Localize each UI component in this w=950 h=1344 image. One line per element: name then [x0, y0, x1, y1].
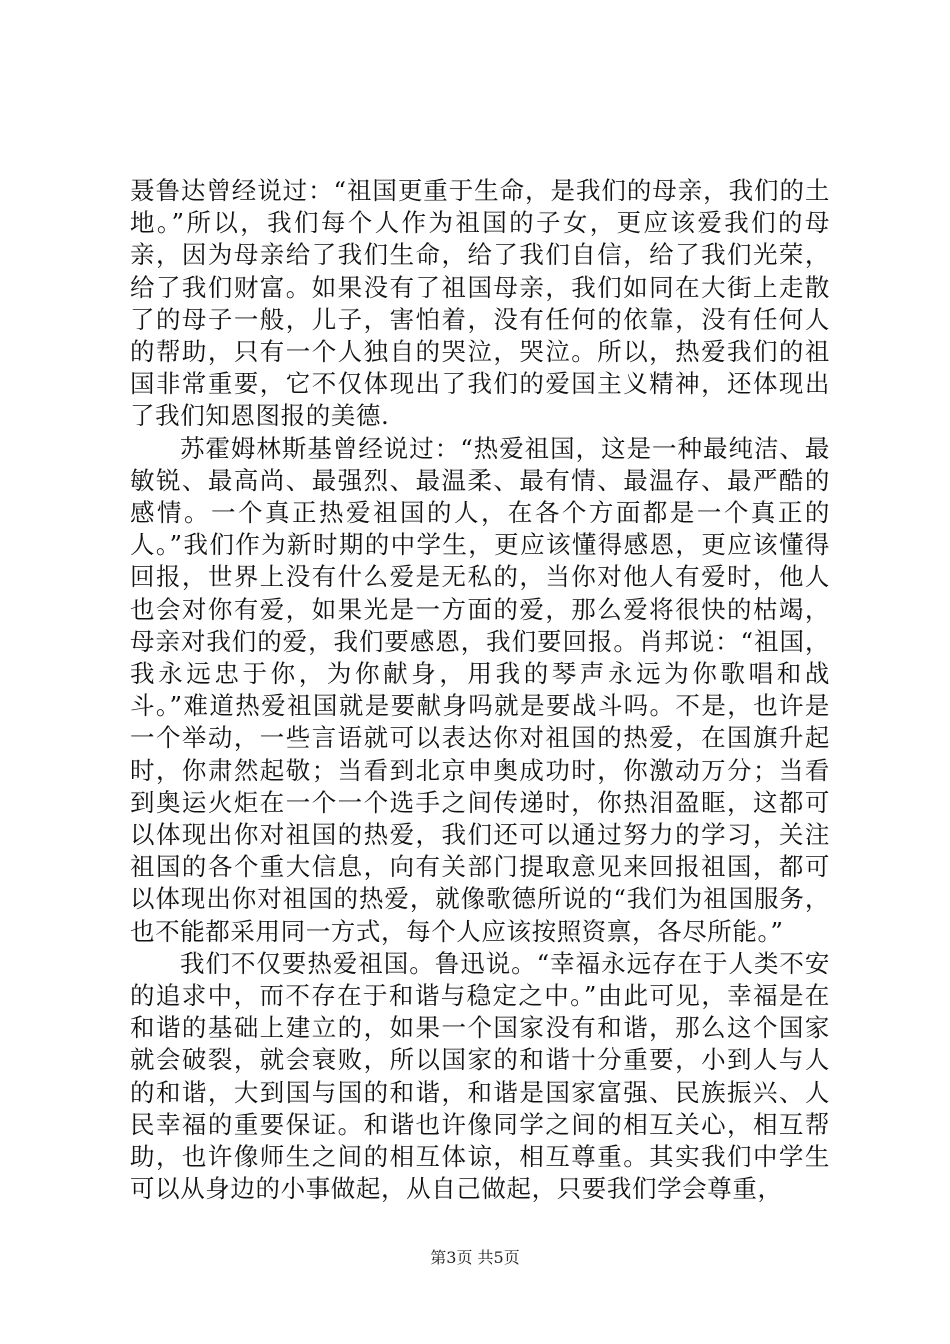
paragraph-2: 苏霍姆林斯基曾经说过：“热爱祖国，这是一种最纯洁、最敏锐、最高尚、最强烈、最温柔、最有情、最温存、最严酷的感情。一个真正热爱祖国的人，在各个方面都是一个真正的人。”我们作为新时期的中学生，更应该懂得感恩，更应该懂得回报，世界上没有什么爱是无私的，当你对他人有爱时，他人也会对你有爱，如果光是一方面的爱，那么爱将很快的枯竭，母亲对我们的爱，我们要感恩，我们要回报。肖邦说：“祖国，我永远忠于你，为你献身，用我的琴声永远为你歌唱和战斗。”难道热爱祖国就是要献身吗就是要战斗吗。不是，也许是一个举动，一些言语就可以表达你对祖国的热爱，在国旗升起时，你肃然起敬；当看到北京申奥成功时，你激动万分；当看到奥运火炬在一个一个选手之间传递时，你热泪盈眶，这都可以体现出你对祖国的热爱，我们还可以通过努力的学习，关注祖国的各个重大信息，向有关部门提取意见来回报祖国，都可以体现出你对祖国的热爱，就像歌德所说的“我们为祖国服务，也不能都采用同一方式，每个人应该按照资禀，各尽所能。” — [130, 433, 830, 946]
paragraph-1: 聂鲁达曾经说过：“祖国更重于生命，是我们的母亲，我们的土地。”所以，我们每个人作为祖国的子女，更应该爱我们的母亲，因为母亲给了我们生命，给了我们自信，给了我们光荣，给了我们财富。如果没有了祖国母亲，我们如同在大街上走散了的母子一般，儿子，害怕着，没有任何的依靠，没有任何人的帮助，只有一个人独自的哭泣，哭泣。所以，热爱我们的祖国非常重要，它不仅体现出了我们的爱国主义精神，还体现出了我们知恩图报的美德. — [130, 176, 830, 431]
page-number-footer: 第3页 共5页 — [430, 1248, 520, 1267]
document-body — [130, 175, 830, 1206]
paragraph-3: 我们不仅要热爱祖国。鲁迅说。“幸福永远存在于人类不安的追求中，而不存在于和谐与稳定之中。”由此可见，幸福是在和谐的基础上建立的，如果一个国家没有和谐，那么这个国家就会破裂，就会衰败，所以国家的和谐十分重要，小到人与人的和谐，大到国与国的和谐，和谐是国家富强、民族振兴、人民幸福的重要保证。和谐也许像同学之间的相互关心，相互帮助，也许像师生之间的相互体谅，相互尊重。其实我们中学生可以从身边的小事做起，从自己做起，只要我们学会尊重， — [130, 948, 830, 1204]
